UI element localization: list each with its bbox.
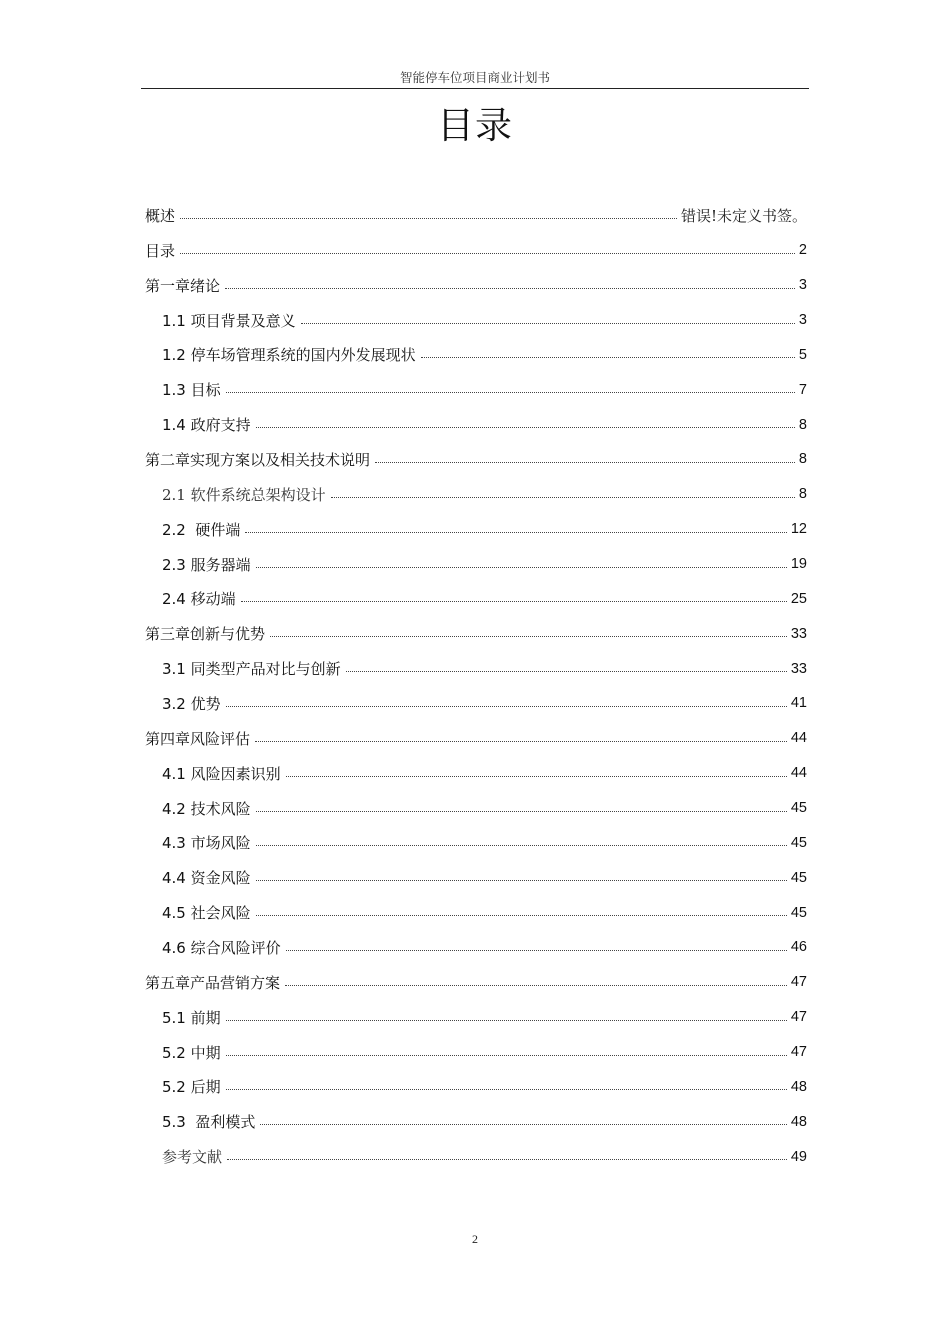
toc-entry-label: 1.3 目标: [162, 381, 221, 400]
toc-dot-leader: [331, 497, 795, 498]
toc-entry-page-number: 45: [790, 800, 807, 817]
toc-entry-label: 1.1 项目背景及意义: [162, 311, 296, 330]
toc-entry[interactable]: [145, 895, 807, 930]
toc-dot-leader: [180, 253, 795, 254]
toc-entry[interactable]: [145, 791, 807, 826]
toc-entry[interactable]: [145, 407, 807, 442]
toc-entry-page-number: 44: [790, 765, 807, 782]
toc-dot-leader: [256, 427, 795, 428]
toc-entry-label: 1.2 停车场管理系统的国内外发展现状: [162, 346, 416, 365]
toc-entry-label: 4.6 综合风险评价: [162, 938, 281, 957]
header-rule: [141, 88, 809, 89]
toc-entry[interactable]: [145, 1104, 807, 1139]
toc-dot-leader: [256, 880, 787, 881]
toc-entry-label: 第五章产品营销方案: [145, 973, 281, 992]
toc-entry-page-number: 45: [790, 834, 807, 851]
toc-dot-leader: [375, 462, 795, 463]
toc-entry[interactable]: [145, 512, 807, 547]
toc-dot-leader: [260, 1124, 786, 1125]
toc-entry-label: 2.3 服务器端: [162, 555, 251, 574]
toc-entry-page-number: 41: [790, 695, 807, 712]
toc-entry-label: 参考文献: [162, 1148, 223, 1167]
toc-dot-leader: [226, 706, 787, 707]
toc-entry-page-number: 44: [790, 730, 807, 747]
toc-dot-leader: [301, 323, 795, 324]
toc-entry-page-number: 49: [790, 1148, 807, 1165]
toc-dot-leader: [255, 741, 787, 742]
toc-entry-page-number: 33: [790, 660, 807, 677]
toc-entry-page-number: 错误!未定义书签。: [680, 206, 807, 225]
toc-entry-label: 3.1 同类型产品对比与创新: [162, 660, 341, 679]
toc-entry[interactable]: [145, 825, 807, 860]
toc-entry[interactable]: [145, 477, 807, 512]
toc-dot-leader: [285, 985, 787, 986]
toc-entry-label: 5.2 中期: [162, 1043, 221, 1062]
toc-entry[interactable]: [145, 1035, 807, 1070]
toc-entry[interactable]: [145, 1000, 807, 1035]
toc-entry[interactable]: [145, 198, 807, 233]
toc-entry[interactable]: [145, 337, 807, 372]
toc-dot-leader: [256, 845, 787, 846]
toc-dot-leader: [226, 392, 795, 393]
toc-entry-page-number: 8: [798, 486, 807, 503]
toc-entry-page-number: 8: [798, 416, 807, 433]
toc-dot-leader: [421, 357, 795, 358]
toc-entry[interactable]: [145, 965, 807, 1000]
toc-entry[interactable]: [145, 442, 807, 477]
toc-entry-label: 4.5 社会风险: [162, 904, 251, 923]
toc-entry[interactable]: [145, 1139, 807, 1174]
toc-entry[interactable]: [145, 930, 807, 965]
toc-entry-label: 第三章创新与优势: [145, 625, 266, 644]
toc-entry-page-number: 45: [790, 869, 807, 886]
toc-dot-leader: [256, 811, 787, 812]
toc-entry-page-number: 5: [798, 346, 807, 363]
toc-entry-label: 第一章绪论: [145, 276, 221, 295]
toc-entry-page-number: 33: [790, 625, 807, 642]
toc-entry[interactable]: [145, 268, 807, 303]
toc-entry[interactable]: [145, 303, 807, 338]
toc-entry-page-number: 45: [790, 904, 807, 921]
toc-dot-leader: [226, 1055, 787, 1056]
toc-dot-leader: [225, 288, 795, 289]
toc-entry-label: 3.2 优势: [162, 694, 221, 713]
toc-entry-page-number: 25: [790, 590, 807, 607]
toc-entry-label: 2.4 移动端: [162, 590, 236, 609]
toc-entry-label: 1.4 政府支持: [162, 416, 251, 435]
toc-entry[interactable]: [145, 547, 807, 582]
toc-dot-leader: [346, 671, 787, 672]
toc-entry-label: 5.1 前期: [162, 1008, 221, 1027]
toc-entry-page-number: 19: [790, 556, 807, 573]
toc-dot-leader: [226, 1089, 787, 1090]
toc-entry-label: 目录: [145, 241, 176, 260]
toc-entry-label: 5.3 盈利模式: [162, 1113, 256, 1132]
toc-entry-label: 第四章风险评估: [145, 729, 251, 748]
toc-dot-leader: [256, 915, 787, 916]
toc-entry-page-number: 47: [790, 974, 807, 991]
toc-entry-page-number: 3: [798, 277, 807, 294]
toc-entry-page-number: 48: [790, 1078, 807, 1095]
toc-entry[interactable]: [145, 1069, 807, 1104]
toc-entry[interactable]: [145, 721, 807, 756]
toc-entry-label: 4.1 风险因素识别: [162, 764, 281, 783]
toc-dot-leader: [227, 1159, 787, 1160]
toc-dot-leader: [256, 567, 787, 568]
toc-dot-leader: [241, 601, 787, 602]
toc-entry-page-number: 48: [790, 1113, 807, 1130]
table-of-contents: [145, 198, 807, 1174]
toc-entry-label: 第二章实现方案以及相关技术说明: [145, 450, 371, 469]
toc-entry[interactable]: [145, 860, 807, 895]
toc-entry-page-number: 46: [790, 939, 807, 956]
toc-entry-label: 概述: [145, 206, 176, 225]
toc-entry-label: 2.1 软件系统总架构设计: [162, 485, 326, 504]
toc-entry-label: 2.2 硬件端: [162, 520, 241, 539]
toc-entry-page-number: 2: [798, 242, 807, 259]
toc-dot-leader: [286, 950, 787, 951]
toc-dot-leader: [180, 218, 677, 219]
toc-entry[interactable]: [145, 616, 807, 651]
toc-entry[interactable]: [145, 372, 807, 407]
toc-entry[interactable]: [145, 686, 807, 721]
toc-entry-label: 4.3 市场风险: [162, 834, 251, 853]
toc-dot-leader: [270, 636, 787, 637]
toc-entry-page-number: 3: [798, 312, 807, 328]
toc-entry[interactable]: [145, 581, 807, 616]
toc-entry[interactable]: [145, 233, 807, 268]
page-title: 目录: [437, 104, 513, 147]
toc-entry-page-number: 47: [790, 1044, 807, 1061]
toc-dot-leader: [286, 776, 787, 777]
running-header: 智能停车位项目商业计划书: [399, 70, 550, 85]
toc-entry-page-number: 12: [790, 521, 807, 538]
toc-entry-page-number: 8: [798, 451, 807, 468]
toc-entry-label: 4.4 资金风险: [162, 869, 251, 888]
page-number: 2: [472, 1232, 478, 1246]
toc-dot-leader: [245, 532, 786, 533]
toc-dot-leader: [226, 1020, 787, 1021]
toc-entry[interactable]: [145, 651, 807, 686]
toc-entry[interactable]: [145, 756, 807, 791]
toc-entry-page-number: 47: [790, 1009, 807, 1026]
toc-entry-label: 5.2 后期: [162, 1078, 221, 1097]
toc-entry-page-number: 7: [798, 381, 807, 398]
toc-entry-label: 4.2 技术风险: [162, 799, 251, 818]
